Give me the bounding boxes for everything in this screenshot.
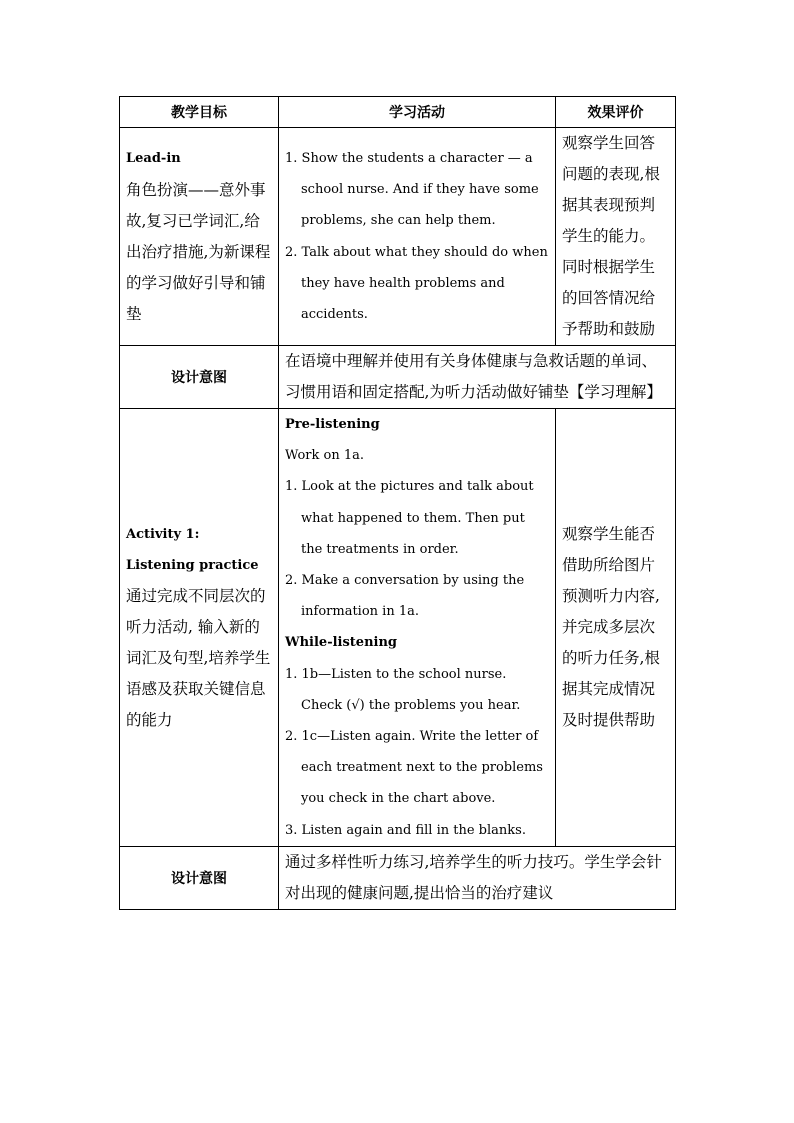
header-row (120, 97, 676, 128)
design-intent-row-2 (120, 846, 676, 909)
pre-listening-item-1: 1. Look at the pictures and talk about what happened to them. Then put the treatments in order. (285, 479, 534, 557)
pre-listening-heading: Pre-listening (285, 417, 380, 432)
activity-1-subtitle: Listening practice (126, 557, 259, 573)
lead-in-activity-1: 1. Show the students a character — a school nurse. And if they have some problems, she can help them. (285, 150, 539, 229)
design-intent-row-1 (120, 346, 676, 409)
lesson-plan-table (119, 96, 676, 910)
activity-1-evaluation-cell (556, 409, 676, 847)
lead-in-objective: 角色扮演——意外事故,复习已学词汇,给出治疗措施,为新课程的学习做好引导和铺垫 (126, 180, 271, 323)
design-intent-text-2: 通过多样性听力练习,培养学生的听力技巧。学生学会针对出现的健康问题,提出恰当的治疗建议 (279, 846, 676, 909)
lead-in-title: Lead-in (126, 151, 181, 167)
header-activities: 学习活动 (279, 97, 556, 128)
header-objectives: 教学目标 (120, 97, 279, 128)
while-listening-item-3: 3. Listen again and fill in the blanks. (285, 822, 526, 838)
pre-listening-intro: Work on 1a. (285, 448, 365, 464)
activity-1-objective: 通过完成不同层次的听力活动, 输入新的词汇及句型,培养学生语感及获取关键信息的能力 (126, 587, 271, 730)
while-listening-item-1: 1. 1b—Listen to the school nurse. Check (√) the problems you hear. (285, 666, 521, 713)
while-listening-item-2: 2. 1c—Listen again. Write the letter of each treatment next to the problems you check in the chart above. (285, 729, 543, 807)
activity-1-title: Activity 1: (126, 526, 200, 542)
design-intent-label-1: 设计意图 (120, 346, 279, 409)
lead-in-evaluation: 观察学生回答问题的表现,根据其表现预判学生的能力。同时根据学生的回答情况给予帮助和鼓励 (562, 134, 660, 338)
lead-in-activity-2: 2. Talk about what they should do when they have health problems and accidents. (285, 244, 548, 322)
header-evaluation: 效果评价 (556, 97, 676, 128)
pre-listening-item-2: 2. Make a conversation by using the information in 1a. (285, 573, 525, 620)
lead-in-evaluation-cell (556, 128, 676, 346)
lead-in-objective-cell (120, 128, 279, 346)
activity-1-row (120, 409, 676, 847)
lead-in-row (120, 128, 676, 346)
design-intent-text-1: 在语境中理解并使用有关身体健康与急救话题的单词、习惯用语和固定搭配,为听力活动做好铺垫【学习理解】 (279, 346, 676, 409)
while-listening-heading: While-listening (285, 635, 397, 651)
activity-1-evaluation: 观察学生能否借助所给图片预测听力内容,并完成多层次的听力任务,根据其完成情况及时提供帮助 (562, 524, 660, 729)
activity-1-objective-cell (120, 409, 279, 847)
design-intent-label-2: 设计意图 (120, 846, 279, 909)
activity-1-activities-cell (279, 409, 556, 847)
lead-in-activities-cell (279, 128, 556, 346)
